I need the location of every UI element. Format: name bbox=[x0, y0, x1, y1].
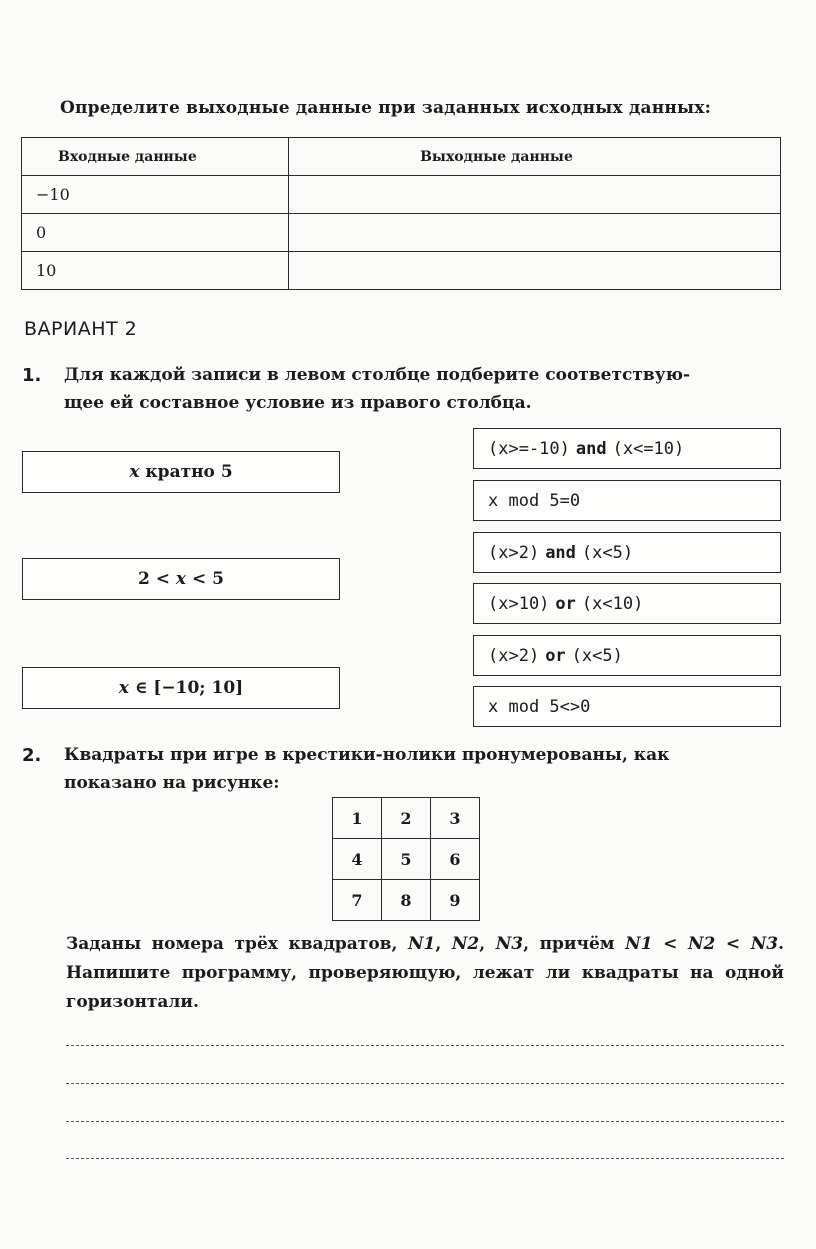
var-n1: N1 bbox=[407, 934, 436, 954]
output-cell[interactable] bbox=[289, 214, 781, 252]
cond-b: (x<5) bbox=[571, 645, 623, 666]
grid-cell: 5 bbox=[382, 839, 431, 880]
left-item-text: ∈ [−10; 10] bbox=[128, 678, 244, 698]
cond-a: (x>2) bbox=[488, 542, 540, 563]
cond-keyword: or bbox=[555, 593, 576, 614]
output-cell[interactable] bbox=[289, 176, 781, 214]
right-item-4[interactable] bbox=[473, 583, 781, 624]
grid-cell: 1 bbox=[333, 798, 382, 839]
left-item-prefix: 2 < bbox=[138, 569, 176, 589]
less-than: < bbox=[652, 934, 688, 954]
var-n3: N3 bbox=[495, 934, 524, 954]
task2-body bbox=[66, 930, 784, 1017]
task2-body-part: , причём bbox=[523, 934, 615, 954]
table-row bbox=[22, 176, 781, 214]
cond-a: (x>10) bbox=[488, 593, 550, 614]
cond-b: (x<5) bbox=[581, 542, 634, 563]
var-n3: N3 bbox=[750, 934, 779, 954]
left-item-text: кратно 5 bbox=[139, 462, 233, 482]
left-item-3[interactable] bbox=[22, 667, 340, 709]
task2-number: 2. bbox=[22, 745, 42, 766]
cond-b: (x<=10) bbox=[612, 438, 685, 459]
cond-a: (x>=-10) bbox=[488, 438, 570, 459]
task1-text-line1: Для каждой записи в левом столбце подберите соответствую- bbox=[64, 365, 691, 385]
grid-cell: 6 bbox=[431, 839, 480, 880]
cond-a: x mod 5=0 bbox=[488, 490, 581, 511]
separator: , bbox=[435, 934, 452, 954]
task2-body-part: . Напишите программу, проверяющую, лежат ли квадраты на одной горизонтали. bbox=[66, 934, 785, 1012]
task1-text-line2: щее ей составное условие из правого столбца. bbox=[64, 393, 532, 413]
table-row bbox=[22, 214, 781, 252]
task2-text-line1: Квадраты при игре в крестики-нолики пронумерованы, как bbox=[64, 745, 670, 765]
answer-line[interactable] bbox=[66, 1158, 784, 1159]
grid-cell: 7 bbox=[333, 880, 382, 921]
cond-keyword: and bbox=[545, 542, 576, 563]
output-cell[interactable] bbox=[289, 252, 781, 290]
right-item-1[interactable] bbox=[473, 428, 781, 469]
tic-tac-toe-grid bbox=[332, 797, 480, 921]
left-item-2[interactable] bbox=[22, 558, 340, 600]
header-input: Входные данные bbox=[22, 138, 289, 176]
var-n2: N2 bbox=[451, 934, 480, 954]
grid-cell: 2 bbox=[382, 798, 431, 839]
var-n1: N1 bbox=[625, 934, 653, 954]
task2-text-line2: показано на рисунке: bbox=[64, 773, 280, 793]
cond-a: x mod 5<>0 bbox=[488, 696, 591, 717]
var-x: x bbox=[118, 678, 129, 698]
left-item-text: < 5 bbox=[186, 569, 224, 589]
cond-keyword: or bbox=[545, 645, 566, 666]
var-x: x bbox=[129, 462, 140, 482]
right-item-5[interactable] bbox=[473, 635, 781, 676]
answer-line[interactable] bbox=[66, 1083, 784, 1084]
answer-line[interactable] bbox=[66, 1121, 784, 1122]
task2-body-part: Заданы номера трёх квадратов, bbox=[66, 934, 408, 954]
grid-cell: 4 bbox=[333, 839, 382, 880]
cond-a: (x>2) bbox=[488, 645, 540, 666]
io-table bbox=[21, 137, 781, 290]
grid-cell: 3 bbox=[431, 798, 480, 839]
input-cell: −10 bbox=[22, 176, 289, 214]
var-n2: N2 bbox=[687, 934, 716, 954]
input-cell: 10 bbox=[22, 252, 289, 290]
var-x: x bbox=[175, 569, 187, 589]
cond-b: (x<10) bbox=[581, 593, 644, 614]
left-item-1[interactable] bbox=[22, 451, 340, 493]
right-item-3[interactable] bbox=[473, 532, 781, 573]
intro-text: Определите выходные данные при заданных исходных данных: bbox=[60, 98, 712, 118]
cond-keyword: and bbox=[575, 438, 607, 459]
table-header-row bbox=[22, 138, 781, 176]
less-than: < bbox=[715, 934, 751, 954]
grid-cell: 8 bbox=[382, 880, 431, 921]
grid-cell: 9 bbox=[431, 880, 480, 921]
task1-number: 1. bbox=[22, 365, 42, 386]
table-row bbox=[22, 252, 781, 290]
separator: , bbox=[479, 934, 496, 954]
right-item-2[interactable] bbox=[473, 480, 781, 521]
header-output: Выходные данные bbox=[289, 138, 781, 176]
input-cell: 0 bbox=[22, 214, 289, 252]
answer-line[interactable] bbox=[66, 1045, 784, 1046]
right-item-6[interactable] bbox=[473, 686, 781, 727]
variant-heading: ВАРИАНТ 2 bbox=[24, 318, 138, 340]
